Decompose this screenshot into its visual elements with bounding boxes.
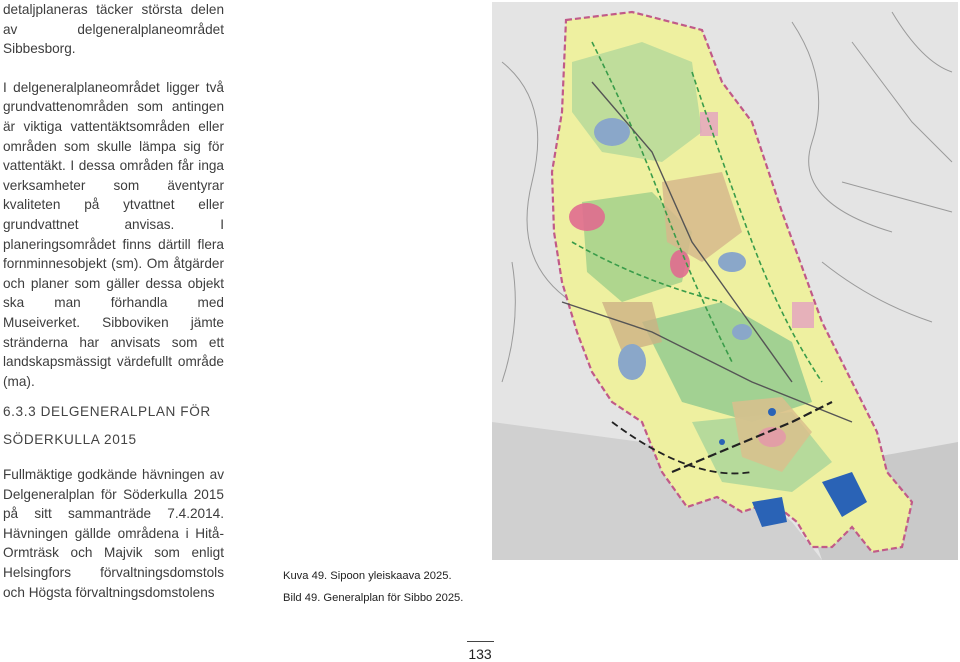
general-plan-map — [492, 2, 958, 560]
figure-caption-sv: Bild 49. Generalplan för Sibbo 2025. — [283, 592, 464, 604]
page-number-rule — [467, 641, 494, 642]
page-number: 133 — [468, 646, 492, 662]
section-heading-line2: SÖDERKULLA 2015 — [3, 432, 137, 447]
section-heading-line1: 6.3.3 DELGENERALPLAN FÖR — [3, 404, 211, 419]
intro-paragraph-2: I delgeneralplaneområdet ligger två grundvattenområden som antingen är viktiga vattentäktsområden eller områden som skulle lämpa sig för vattentäkt. I dessa områden får inga verksamheter som äventyrar kvaliteten på ytvattnet eller grundvattnet anvisas. I planeringsområdet finns därtill flera fornminnesobjekt (sm). Om åtgärder och planer som gäller dessa objekt ska man förhandla med Museiverket. Sibboviken jämte stränderna har anvisats som ett landskapsmässigt värdefullt område (ma). — [3, 79, 224, 389]
section-body — [3, 465, 224, 621]
map-graphic — [492, 2, 958, 560]
figure-caption-fi: Kuva 49. Sipoon yleiskaava 2025. — [283, 570, 452, 582]
intro-paragraph-1: detaljplaneras täcker största delen av delgeneralplaneområdet Sibbesborg. — [3, 2, 224, 57]
intro-text — [3, 0, 224, 410]
section-body-paragraph: Fullmäktige godkände hävningen av Delgeneralplan för Söderkulla 2015 på sitt sammanträde 7.4.2014. Hävningen gällde områdena i Hitå-Ormträsk och Majvik som enligt Helsingfors förvaltningsdomstols och Högsta förvaltningsdomstolens — [3, 467, 224, 600]
